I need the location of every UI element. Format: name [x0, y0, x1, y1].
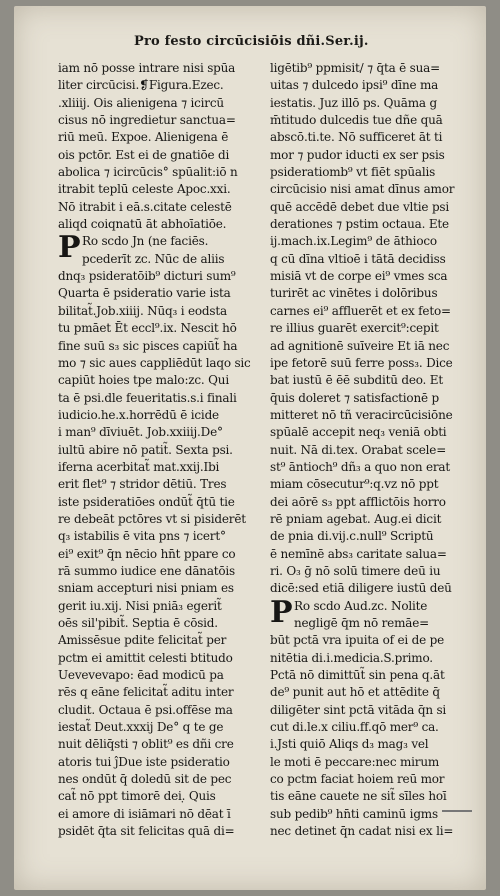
- line-text: nes ondūt q̄ doledū sit de pec: [58, 772, 232, 787]
- text-line: [270, 806, 476, 823]
- line-text: mor ⁊ pudor iducti ex ser psis: [270, 147, 445, 162]
- text-line: [270, 615, 476, 632]
- line-text: de pnia di.vij.c.null⁹ Scriptū: [270, 529, 434, 544]
- text-line: [270, 528, 476, 545]
- text-line: [58, 303, 264, 320]
- text-line: [58, 754, 264, 771]
- text-line: [270, 251, 476, 268]
- text-line: [270, 60, 476, 77]
- text-line: [270, 736, 476, 753]
- text-line: [58, 528, 264, 545]
- text-line: [58, 511, 264, 528]
- line-text: spūalē accepit neq₃ veniā obti: [270, 425, 447, 440]
- line-text: nuit. Nā di.tex. Orabat scele=: [270, 442, 447, 457]
- line-text: re illius guarēt exercit⁹:cepit: [270, 321, 439, 336]
- text-line: [58, 95, 264, 112]
- line-text: uitas ⁊ dulcedo ipsi⁹ dīne ma: [270, 78, 439, 93]
- line-text: pctm ei amittit celesti btitudo: [58, 650, 233, 665]
- text-line: [270, 494, 476, 511]
- line-text: itrabit teplū celeste Apoc.xxi.: [58, 182, 231, 197]
- text-line: [270, 719, 476, 736]
- line-text: capiūt hoies tpe malo:zc. Qui: [58, 373, 229, 388]
- text-line: [58, 667, 264, 684]
- line-text: misiā vt de corpe ei⁹ vmes sca: [270, 269, 448, 284]
- line-text: ois pctōr. Est ei de gnatiōe di: [58, 147, 230, 162]
- line-text: dnq₃ psideratōib⁹ dicturi sum⁹: [58, 269, 236, 284]
- line-text: tis eāne cauete ne sit̃ sīles hoī: [270, 789, 447, 804]
- text-line: [58, 338, 264, 355]
- line-text: circūcisio nisi amat dīnus amor: [270, 182, 455, 197]
- line-text: st⁹ āntioch⁹ dñ₃ a quo non erat: [270, 459, 451, 474]
- line-text: gerit iu.xij. Nisi pniā₃ egerit̃: [58, 598, 222, 613]
- text-line: [58, 320, 264, 337]
- text-line: [270, 684, 476, 701]
- text-line: [270, 164, 476, 181]
- text-line: [270, 147, 476, 164]
- text-line: [270, 320, 476, 337]
- text-line: [270, 754, 476, 771]
- text-line: [270, 650, 476, 667]
- text-line: [58, 424, 264, 441]
- text-line: [270, 233, 476, 250]
- text-line: [270, 129, 476, 146]
- text-line: [270, 476, 476, 493]
- text-line: [58, 77, 264, 94]
- text-line: [270, 268, 476, 285]
- line-text: q cū dīna vltioē i tātā decidiss: [270, 251, 446, 266]
- text-line: [58, 216, 264, 233]
- text-line: [270, 216, 476, 233]
- text-line: [58, 702, 264, 719]
- line-text: ipe fetorē suū ferre poss₃. Dice: [270, 355, 453, 370]
- line-text: riū meū. Expoe. Alienigena ē: [58, 130, 229, 145]
- text-line: [270, 702, 476, 719]
- text-line: [58, 494, 264, 511]
- text-line: [270, 459, 476, 476]
- line-text: Ro scdo Aud.zc. Nolite: [294, 598, 428, 613]
- line-text: abolica ⁊ icircūcis° spūalit:iō n: [58, 165, 238, 180]
- line-text: bat iustū ē ēē subditū deo. Et: [270, 373, 443, 388]
- line-text: erit flet⁹ ⁊ stridor dētiū. Tres: [58, 477, 227, 492]
- line-text: atoris tui ĵDue iste psideratio: [58, 754, 230, 769]
- line-text: ligētib⁹ ppmisit/ ⁊ q̄ta ē sua=: [270, 61, 440, 75]
- line-text: oēs sil'pibit̃. Septia ē cōsid.: [58, 616, 218, 630]
- line-text: aliqd coiqnatū āt abhoīatiōe.: [58, 217, 227, 232]
- line-text: iestat̃ Deut.xxxij De° q te ge: [58, 720, 224, 735]
- text-line: [58, 580, 264, 597]
- text-line: [58, 372, 264, 389]
- line-text: Quarta ē psideratio varie ista: [58, 286, 231, 301]
- line-text: būt pctā vra ipuita of ei de pe: [270, 633, 445, 648]
- text-line: [58, 112, 264, 129]
- text-line: [58, 459, 264, 476]
- text-line: [58, 164, 264, 181]
- line-text: nitētia di.i.medicia.S.primo.: [270, 650, 433, 665]
- line-text: ri. O₃ ḡ nō solū timere deū iu: [270, 563, 441, 578]
- text-line: [58, 407, 264, 424]
- line-text: iultū abire nō patit̃. Sexta psi.: [58, 442, 233, 457]
- text-line: [58, 806, 264, 823]
- line-text: iste psideratiōes ondūt̃ q̄tū tie: [58, 494, 235, 509]
- text-line: [58, 60, 264, 77]
- text-line: [58, 563, 264, 580]
- text-line: [270, 823, 476, 840]
- line-text: Nō itrabit i eā.s.citate celestē: [58, 199, 232, 214]
- line-text: tu pmāet Ēt eccl⁹.ix. Nescit hō: [58, 321, 237, 336]
- line-text: cludit. Octaua ē psi.offēse ma: [58, 702, 233, 717]
- text-line: [270, 580, 476, 597]
- text-line: [58, 788, 264, 805]
- line-text: cut di.le.x ciliu.ff.qō mer⁹ ca.: [270, 720, 439, 735]
- text-line: [58, 476, 264, 493]
- drop-initial: P: [270, 594, 293, 630]
- text-line: [270, 303, 476, 320]
- line-text: quē accēdē debet due vltie psi: [270, 199, 450, 214]
- line-text: rā summo iudice ene dānatōis: [58, 563, 236, 578]
- line-text: i man⁹ dīviuēt. Job.xxiiij.De°: [58, 425, 223, 440]
- line-text: ad agnitionē suīveire Et iā nec: [270, 338, 450, 353]
- text-line: [58, 771, 264, 788]
- text-line: [270, 563, 476, 580]
- line-text: cat̃ nō ppt timorē dei.̣ Quis: [58, 789, 216, 804]
- line-text: dei aōrē s₃ ppt afflictōis horro: [270, 494, 446, 509]
- line-text: negligē q̄m nō remāe=: [294, 616, 429, 630]
- line-text: co pctm faciat hoiem reū mor: [270, 772, 445, 787]
- line-text: abscō.ti.te. Nō sufficeret āt ti: [270, 130, 443, 145]
- text-line: [58, 684, 264, 701]
- line-text: nec detinet q̄n cadat nisi ex li=: [270, 824, 454, 839]
- text-line: [270, 442, 476, 459]
- text-line: [270, 632, 476, 649]
- text-line: [58, 147, 264, 164]
- text-line: [58, 615, 264, 632]
- text-line: [58, 268, 264, 285]
- line-text: fine suū s₃ sic pisces capiūt̃ ha: [58, 338, 238, 353]
- line-text: ei⁹ exit⁹ q̄n nēcio hn̄t ppare co: [58, 546, 236, 561]
- line-text: pcederīt zc. Nūc de aliis: [82, 251, 225, 266]
- line-text: iam nō posse intrare nisi spūa: [58, 61, 236, 75]
- text-line: [58, 442, 264, 459]
- line-text: bilitat̃.Job.xiiij. Nūq₃ i eodsta: [58, 303, 227, 318]
- line-text: Uevevevapo: ēad modicū pa: [58, 668, 224, 683]
- line-text: ē nemīnē abs₃ caritate salua=: [270, 546, 447, 561]
- line-text: cisus nō ingredietur sanctua=: [58, 113, 236, 128]
- text-line: [58, 355, 264, 372]
- line-text: sniam accepturi nisi pniam es: [58, 581, 234, 596]
- text-line: [270, 424, 476, 441]
- text-line: [58, 598, 264, 615]
- text-line: [270, 338, 476, 355]
- line-text: psideratiomb⁹ vt fiēt spūalis: [270, 165, 436, 180]
- text-line: [270, 407, 476, 424]
- text-line: [270, 285, 476, 302]
- text-line: [270, 77, 476, 94]
- line-text: de⁹ punit aut hō et attēdite q̄: [270, 685, 440, 700]
- text-line: [58, 719, 264, 736]
- line-text: iudicio.he.x.horrēdū ē icide: [58, 407, 219, 422]
- line-text: carnes ei⁹ affluerēt et ex feto=: [270, 303, 451, 318]
- text-line: [270, 667, 476, 684]
- text-line: [58, 823, 264, 840]
- text-line: [58, 199, 264, 216]
- line-text: psidēt q̄ta sit felicitas quā di=: [58, 824, 235, 839]
- line-text: iestatis. Juz illō ps. Quāma g: [270, 95, 437, 110]
- text-line: [270, 788, 476, 805]
- text-line: [58, 632, 264, 649]
- text-line: [270, 372, 476, 389]
- line-text: Ro scdo Jn (ne faciēs.: [82, 234, 209, 249]
- text-line: [58, 390, 264, 407]
- line-text: iferna acerbitat̃ mat.xxij.Ibi: [58, 459, 220, 474]
- text-line: [58, 546, 264, 563]
- text-line: [270, 390, 476, 407]
- text-line: [270, 95, 476, 112]
- left-column: [58, 60, 264, 840]
- line-text: Pctā nō dimittūt̃ sin pena q.āt: [270, 668, 445, 683]
- ornament-rule: [442, 810, 472, 812]
- line-text: dicē:sed etiā diligere iustū deū: [270, 581, 452, 596]
- line-text: diligēter sint pctā vitāda q̄n si: [270, 702, 447, 717]
- line-text: liter circūcisi.❡Figura.Ezec.: [58, 78, 224, 93]
- running-header: Pro festo circūcisiōis dñi.Ser.ij.: [134, 34, 369, 49]
- line-text: ei amore di isiāmari nō dēat ī: [58, 806, 231, 821]
- line-text: derationes ⁊ pstim octaua. Ete: [270, 217, 449, 232]
- text-line: [58, 285, 264, 302]
- text-line: [270, 181, 476, 198]
- drop-initial: P: [58, 230, 81, 266]
- line-text: m̄titudo dulcedis tue dñe quā: [270, 113, 443, 128]
- line-text: .xliiij. Ois alienigena ⁊ icircū: [58, 95, 224, 110]
- text-line: [270, 511, 476, 528]
- text-line: [270, 112, 476, 129]
- line-text: miam cōsecutur⁹:q.vz nō ppt: [270, 477, 439, 492]
- text-line: [58, 129, 264, 146]
- text-line: [58, 251, 264, 268]
- line-text: ij.mach.ix.Legim⁹ de āthioco: [270, 234, 437, 249]
- text-line: [270, 771, 476, 788]
- line-text: mitteret nō tñ veracircūcisiōne: [270, 407, 453, 422]
- line-text: turirēt ac vinētes i dolōribus: [270, 286, 438, 301]
- line-text: rē pniam agebat. Aug.ei dicit: [270, 511, 442, 526]
- line-text: Amissēsue pdite felicitat̃ per: [58, 633, 227, 648]
- line-text: nuit dēliq̄sti ⁊ oblit⁹ es dñi cre: [58, 737, 234, 752]
- right-column: [270, 60, 476, 840]
- book-page: [14, 6, 486, 890]
- line-text: mo ⁊ sic aues cappliēdūt laqo sic: [58, 355, 251, 370]
- line-text: rēs q eāne felicitat̃ aditu inter: [58, 685, 234, 700]
- text-line: [270, 355, 476, 372]
- line-text: i.Jsti quiō Aliqs d₃ mag₃ vel: [270, 737, 429, 752]
- text-line: [58, 181, 264, 198]
- text-line: [270, 199, 476, 216]
- line-text: le moti ē peccare:nec mirum: [270, 754, 440, 769]
- text-line: [58, 736, 264, 753]
- line-text: ta ē psi.dle feueritatis.s.i finali: [58, 390, 237, 405]
- line-text: q₃ istabilis ē vita pns ⁊ icert°: [58, 529, 226, 544]
- text-line: [58, 650, 264, 667]
- line-text: sub pedib⁹ hn̄ti caminū igms: [270, 806, 438, 821]
- line-text: re debeāt pctōres vt si pisiderēt: [58, 511, 246, 526]
- line-text: q̄uis doleret ⁊ satisfactionē p: [270, 390, 439, 405]
- text-line: [270, 546, 476, 563]
